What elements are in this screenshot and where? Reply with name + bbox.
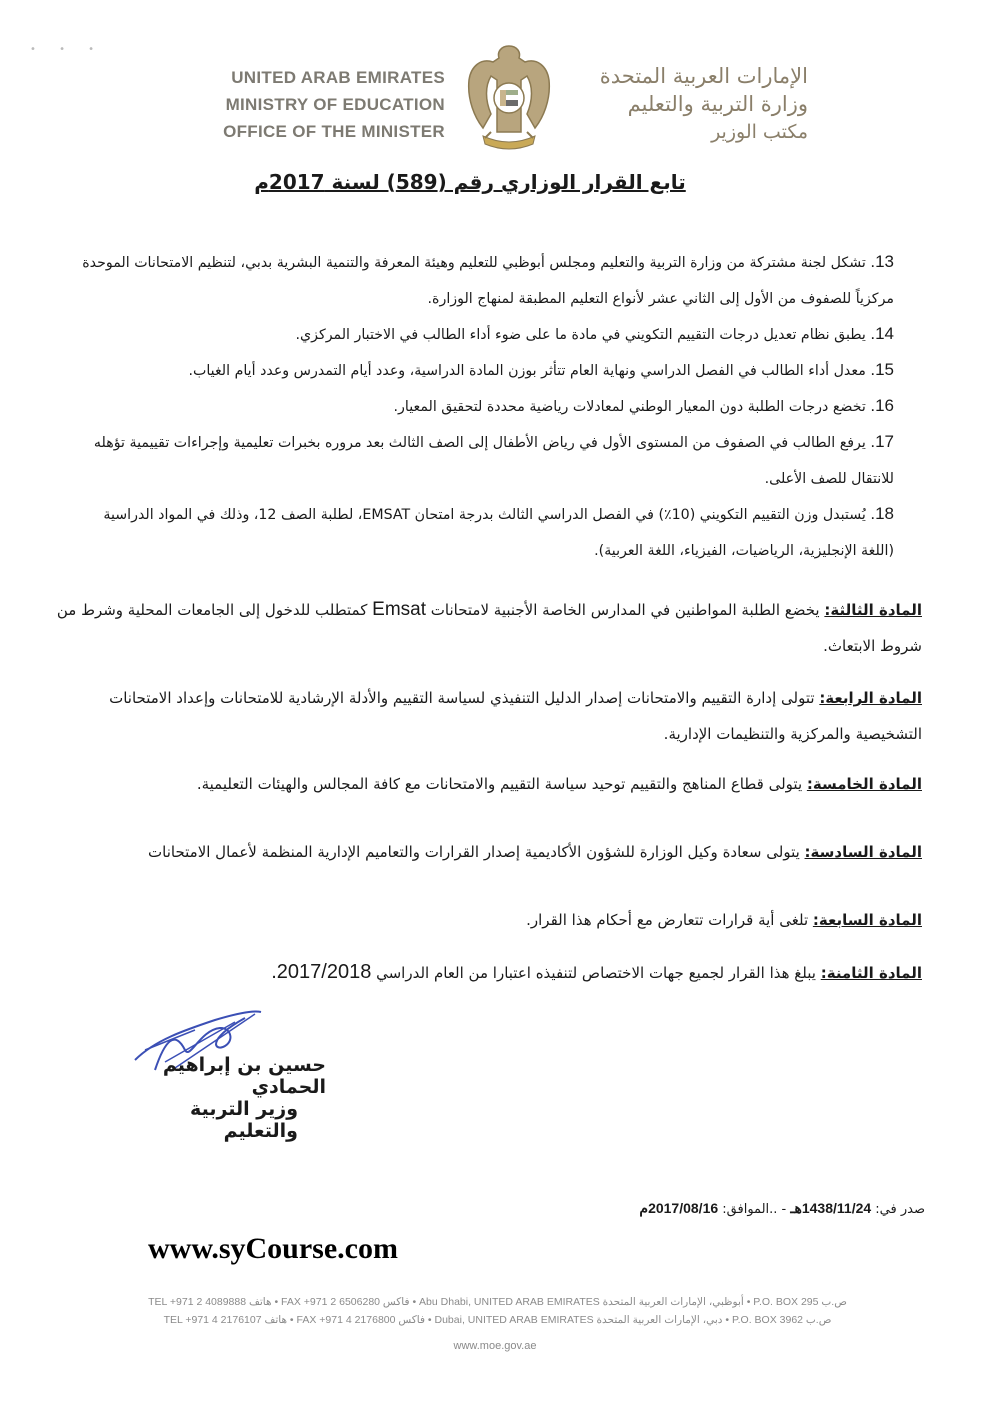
issue-date [560, 1200, 925, 1217]
article-text-continued: كمتطلب للدخول إلى الجامعات المحلية وشرط من شروط الابتعاث. [56, 601, 922, 655]
ar-office: مكتب الوزير [711, 121, 808, 143]
article-6 [50, 834, 922, 870]
signatory-title: وزير التربية والتعليم [190, 1098, 298, 1142]
article-8 [50, 954, 922, 991]
academic-year: 2017/2018. [271, 961, 372, 983]
en-office: OFFICE OF THE MINISTER [223, 122, 445, 141]
item-text: تخضع درجات الطلبة دون المعيار الوطني لمعادلات رياضية محددة لتحقيق المعيار. [393, 399, 866, 415]
item-15 [80, 352, 894, 389]
footer-dubai: TEL +971 4 2176107 هاتف • FAX +971 4 2176800 فاكس • Dubai, UNITED ARAB EMIRATES دبي، الإمارات العربية المتحدة • P.O. BOX 3962 ص.ب [163, 1314, 832, 1326]
item-14 [80, 316, 894, 353]
item-17 [80, 424, 894, 497]
ar-country: الإمارات العربية المتحدة [599, 64, 808, 88]
article-text: يبلغ هذا القرار لجميع جهات الاختصاص لتنفيذه اعتبارا من العام الدراسي [371, 964, 821, 982]
article-3 [50, 592, 922, 664]
article-7 [50, 902, 922, 938]
gregorian-date: 2017/08/16م [639, 1200, 719, 1216]
scan-dots: • • • [30, 44, 105, 55]
article-label: المادة السابعة: [812, 911, 922, 929]
item-13 [80, 244, 894, 317]
article-label: المادة الخامسة: [806, 775, 922, 793]
item-text: يُستبدل وزن التقييم التكويني (10٪) في الفصل الدراسي الثالث بدرجة امتحان EMSAT، لطلبة الصف 12، وذلك في المواد الدراسية (اللغة الإنجليزية، الرياضيات، الفيزياء، اللغة العربية). [103, 507, 894, 559]
article-text: تلغى أية قرارات تتعارض مع أحكام هذا القرار. [526, 911, 813, 929]
en-country: UNITED ARAB EMIRATES [231, 68, 445, 87]
item-18 [80, 496, 894, 569]
article-text: تتولى إدارة التقييم والامتحانات إصدار الدليل التنفيذي لسياسة التقييم والأدلة الإرشادية للامتحانات وإعداد الامتحانات التشخيصية والمركزية والتنظيمات الإدارية. [109, 689, 922, 743]
emsat-term: Emsat [372, 599, 426, 620]
item-16 [80, 388, 894, 425]
signatory-name: حسين بن إبراهيم الحمادي [162, 1054, 326, 1098]
item-number: 17. [870, 432, 894, 451]
decree-title: تابع القرار الوزاري رقم (589) لسنة 2017م [254, 170, 686, 194]
ministry-website[interactable]: www.moe.gov.ae [453, 1340, 537, 1352]
hijri-date: 1438/11/24هـ [790, 1200, 872, 1216]
item-text: يرفع الطالب في الصفوف من المستوى الأول في رياض الأطفال إلى الصف الثالث بعد مروره بخبرات تعليمية وإجراءات تقييمية تؤهله للانتقال للصف الأعلى. [93, 435, 894, 487]
item-number: 14. [870, 324, 894, 343]
item-text: معدل أداء الطالب في الفصل الدراسي ونهاية العام تتأثر بوزن المادة الدراسية، وعدد أيام التمدرس وعدد أيام الغياب. [188, 363, 866, 379]
item-number: 15. [870, 360, 894, 379]
article-label: المادة الثالثة: [824, 601, 922, 619]
article-5 [50, 766, 922, 802]
article-label: المادة السادسة: [804, 843, 922, 861]
english-letterhead [180, 64, 445, 145]
uae-emblem-icon [463, 40, 555, 160]
item-text: يطبق نظام تعديل درجات التقييم التكويني في مادة ما على ضوء أداء الطالب في الاختبار المركزي. [295, 327, 866, 343]
item-number: 13. [870, 252, 894, 271]
watermark-link[interactable]: www.syCourse.com [148, 1232, 398, 1265]
item-text: تشكل لجنة مشتركة من وزارة التربية والتعليم ومجلس أبوظبي للتعليم وهيئة المعرفة والتنمية البشرية بدبي، لتنظيم الامتحانات الموحدة مركزياً للصفوف من الأول إلى الثاني عشر لأنواع التعليم المطبقة لمنهاج الوزارة. [82, 255, 894, 307]
ar-ministry: وزارة التربية والتعليم [627, 92, 808, 116]
article-label: المادة الرابعة: [819, 689, 922, 707]
article-text: يتولى سعادة وكيل الوزارة للشؤون الأكاديمية إصدار القرارات والتعاميم الإدارية المنظمة لأعمال الامتحانات [148, 843, 805, 861]
en-ministry: MINISTRY OF EDUCATION [225, 95, 445, 114]
arabic-letterhead [560, 62, 808, 146]
article-text: يتولى قطاع المناهج والتقييم توحيد سياسة التقييم والامتحانات مع كافة المجالس والهيئات التعليمية. [196, 775, 807, 793]
date-separator: - ..الموافق: [718, 1202, 791, 1217]
item-number: 18. [870, 504, 894, 523]
article-text: يخضع الطلبة المواطنين في المدارس الخاصة الأجنبية لامتحانات [426, 601, 825, 619]
article-4 [50, 680, 922, 752]
article-label: المادة الثامنة: [820, 964, 922, 982]
issued-prefix: صدر في: [875, 1202, 925, 1217]
footer-abu-dhabi: TEL +971 2 4089888 هاتف • FAX +971 2 6506280 فاكس • Abu Dhabi, UNITED ARAB EMIRATES أبوظبي، الإمارات العربية المتحدة • P.O. BOX 295 ص.ب [148, 1296, 847, 1308]
item-number: 16. [870, 396, 894, 415]
